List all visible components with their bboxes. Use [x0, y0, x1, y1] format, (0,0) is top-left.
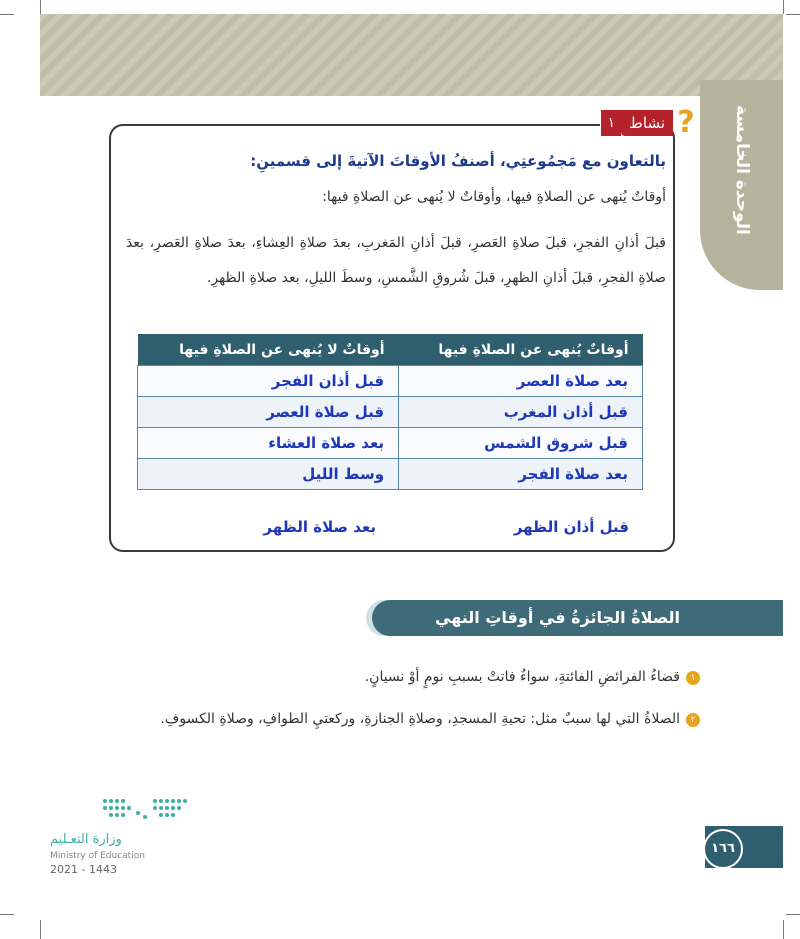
table-cell: قبل أذان الظهر: [513, 518, 629, 536]
list-item-text: قضاءُ الفرائضِ الفائتةِ، سواءٌ فاتتْ بسببِ نومٍ أوْ نسيانٍ.: [364, 669, 680, 685]
table-header: أوقاتٌ لا يُنهى عن الصلاةِ فيها: [138, 334, 399, 366]
crop-mark: [783, 920, 784, 939]
list-item: [80, 710, 700, 740]
bullet-icon: ١: [686, 671, 700, 685]
section-title: الصلاةُ الجائزةُ في أوقاتِ النهي: [435, 608, 680, 627]
table-row: [138, 397, 643, 428]
crop-mark: [40, 0, 41, 14]
ministry-name-en: Ministry of Education: [50, 851, 145, 861]
table-row: [138, 428, 643, 459]
page-number: ١٦٦: [703, 829, 743, 869]
bullet-icon: ٢: [686, 713, 700, 727]
ministry-name-ar: وزارة التعـليم: [50, 832, 122, 847]
activity-badge: [597, 105, 699, 140]
activity-intro: أوقاتٌ يُنهى عن الصلاةِ فيها، وأوقاتٌ لا يُنهى عن الصلاةِ فيها:: [322, 189, 666, 205]
times-table: [137, 334, 643, 490]
table-cell: قبل أذان المغرب: [399, 397, 643, 428]
crop-mark: [783, 0, 784, 14]
table-cell: بعد صلاة العشاء: [138, 428, 399, 459]
activity-badge-number: ١: [600, 110, 621, 136]
table-cell: وسط الليل: [138, 459, 399, 490]
header-banner: [40, 14, 783, 96]
table-header: أوقاتٌ يُنهى عن الصلاةِ فيها: [399, 334, 643, 366]
activity-badge-label: نشاط: [621, 110, 673, 136]
table-row: [138, 366, 643, 397]
question-mark-icon: ?: [677, 105, 695, 140]
table-cell: قبل شروق الشمس: [399, 428, 643, 459]
table-row: [138, 459, 643, 490]
activity-title: بالتعاون مع مَجمُوعتِي، أصنفُ الأوقاتَ الآتيةَ إلى قسمينِ:: [250, 152, 666, 170]
activity-items-text: قبلَ أذانِ الفجرِ، قبلَ صلاةِ العَصرِ، قبلَ أذانِ المَغربِ، بعدَ صلاةِ العِشاءِ، بعدَ صلاةِ العَصرِ، بعدَ صلاةِ الفجرِ، قبلَ أذانِ الظهرِ، قبلَ شُروقِ الشَّمسِ، وسطَ الليلِ، بعد صلاةِ الظهرِ.: [126, 235, 666, 286]
table-cell: قبل أذان الفجر: [138, 366, 399, 397]
crop-mark: [0, 14, 14, 15]
crop-mark: [0, 914, 14, 915]
crop-mark: [40, 920, 41, 939]
list-item: [80, 668, 700, 698]
list-item-text: الصلاةُ التي لها سببٌ مثل: تحيةِ المسجدِ، وصلاةِ الجنازةِ، وركعتيِ الطوافِ، وصلاةِ الكسوفِ.: [160, 711, 680, 727]
table-tail-row: [137, 518, 643, 536]
ministry-logo-icon: [100, 795, 190, 825]
table-cell: قبل صلاة العصر: [138, 397, 399, 428]
crop-mark: [786, 914, 800, 915]
unit-label: الوحدة الخامسة: [732, 105, 752, 235]
table-cell: بعد صلاة العصر: [399, 366, 643, 397]
edition-year: 2021 - 1443: [50, 863, 117, 876]
crop-mark: [786, 14, 800, 15]
table-cell: بعد صلاة الفجر: [399, 459, 643, 490]
table-cell: بعد صلاة الظهر: [263, 518, 376, 536]
